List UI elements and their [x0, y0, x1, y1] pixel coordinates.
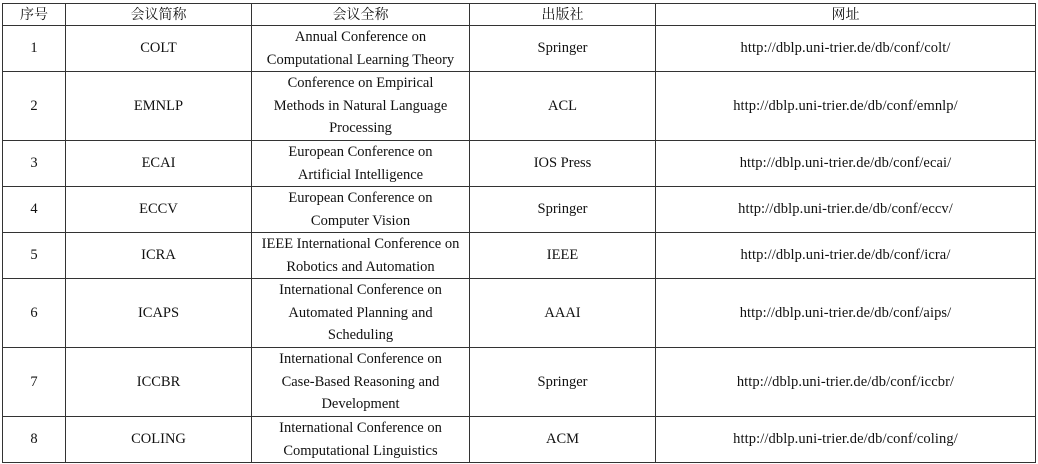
row-url: http://dblp.uni-trier.de/db/conf/icra/	[656, 233, 1036, 279]
row-full-name	[252, 141, 470, 187]
table-row	[3, 141, 1036, 187]
row-index: 5	[3, 233, 66, 279]
row-abbreviation: ECCV	[66, 187, 252, 233]
header-abbreviation: 会议简称	[66, 4, 252, 26]
full-name-line: Computational Learning Theory	[266, 51, 455, 68]
row-url: http://dblp.uni-trier.de/db/conf/eccv/	[656, 187, 1036, 233]
row-url: http://dblp.uni-trier.de/db/conf/aips/	[656, 279, 1036, 348]
row-abbreviation: ICRA	[66, 233, 252, 279]
row-publisher: Springer	[470, 26, 656, 72]
row-index: 6	[3, 279, 66, 348]
row-abbreviation: ICAPS	[66, 279, 252, 348]
row-full-name	[252, 187, 470, 233]
row-publisher: IOS Press	[470, 141, 656, 187]
row-publisher: IEEE	[470, 233, 656, 279]
conference-table	[2, 3, 1036, 463]
full-name-line: Robotics and Automation	[286, 258, 435, 275]
table-row	[3, 348, 1036, 417]
header-full-name: 会议全称	[252, 4, 470, 26]
table-row	[3, 279, 1036, 348]
table-header	[3, 4, 1036, 26]
row-publisher: Springer	[470, 348, 656, 417]
full-name-line: Development	[321, 396, 400, 413]
header-url: 网址	[656, 4, 1036, 26]
table-row	[3, 72, 1036, 141]
table-row	[3, 26, 1036, 72]
full-name-line: Computer Vision	[310, 212, 411, 229]
full-name-line: International Conference on	[279, 282, 442, 299]
row-full-name	[252, 417, 470, 463]
row-full-name	[252, 72, 470, 141]
table-body	[3, 26, 1036, 463]
row-url: http://dblp.uni-trier.de/db/conf/coling/	[656, 417, 1036, 463]
row-full-name	[252, 348, 470, 417]
header-row	[3, 4, 1036, 26]
full-name-line: Automated Planning and	[288, 304, 433, 321]
row-abbreviation: EMNLP	[66, 72, 252, 141]
header-index: 序号	[3, 4, 66, 26]
header-publisher: 出版社	[470, 4, 656, 26]
full-name-line: Methods in Natural Language	[273, 97, 448, 114]
full-name-line: Annual Conference on	[294, 29, 427, 45]
table-row	[3, 187, 1036, 233]
row-abbreviation: ICCBR	[66, 348, 252, 417]
row-publisher: ACM	[470, 417, 656, 463]
row-abbreviation: COLING	[66, 417, 252, 463]
row-abbreviation: COLT	[66, 26, 252, 72]
full-name-line: European Conference on	[288, 190, 433, 206]
row-index: 2	[3, 72, 66, 141]
row-url: http://dblp.uni-trier.de/db/conf/iccbr/	[656, 348, 1036, 417]
full-name-line: European Conference on	[288, 144, 433, 160]
row-index: 8	[3, 417, 66, 463]
full-name-line: Conference on Empirical	[287, 75, 434, 92]
full-name-line: Case-Based Reasoning and	[281, 373, 440, 390]
table-row	[3, 233, 1036, 279]
full-name-line: Scheduling	[327, 327, 394, 344]
row-url: http://dblp.uni-trier.de/db/conf/emnlp/	[656, 72, 1036, 141]
row-publisher: AAAI	[470, 279, 656, 348]
full-name-line: Artificial Intelligence	[297, 166, 424, 183]
full-name-line: IEEE International Conference on	[261, 236, 460, 252]
row-index: 4	[3, 187, 66, 233]
full-name-line: International Conference on	[279, 351, 442, 368]
full-name-line: International Conference on	[279, 420, 442, 436]
full-name-line: Computational Linguistics	[283, 442, 438, 459]
table-row	[3, 417, 1036, 463]
full-name-line: Processing	[329, 120, 392, 137]
row-abbreviation: ECAI	[66, 141, 252, 187]
row-url: http://dblp.uni-trier.de/db/conf/colt/	[656, 26, 1036, 72]
row-index: 1	[3, 26, 66, 72]
row-full-name	[252, 279, 470, 348]
row-full-name	[252, 26, 470, 72]
row-index: 3	[3, 141, 66, 187]
row-full-name	[252, 233, 470, 279]
row-url: http://dblp.uni-trier.de/db/conf/ecai/	[656, 141, 1036, 187]
row-publisher: Springer	[470, 187, 656, 233]
row-publisher: ACL	[470, 72, 656, 141]
row-index: 7	[3, 348, 66, 417]
